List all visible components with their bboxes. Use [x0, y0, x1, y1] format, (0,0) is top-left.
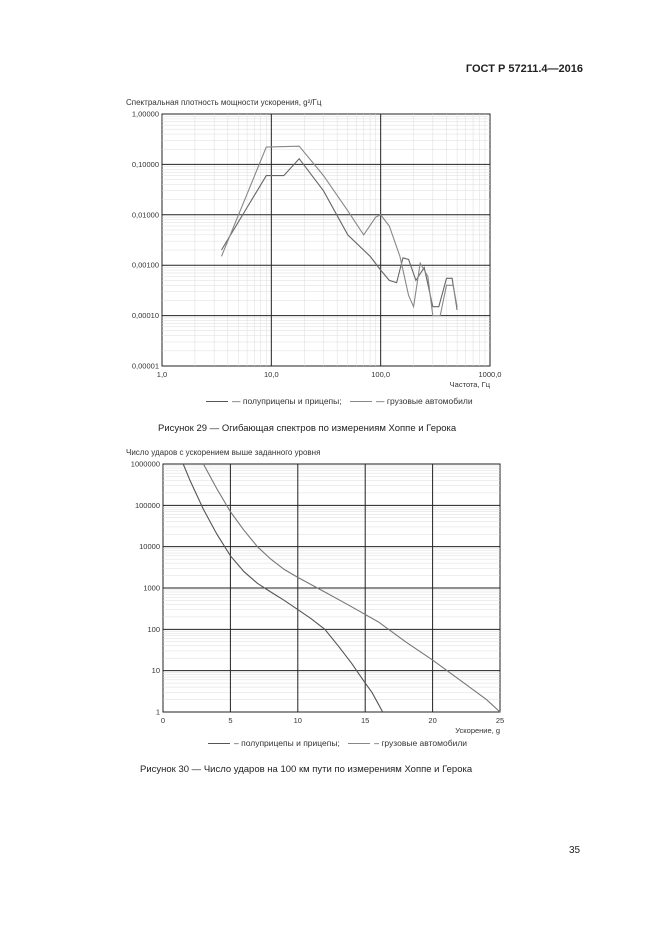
fig29-caption: Рисунок 29 — Огибающая спектров по измерениям Хоппе и Герока	[158, 423, 457, 434]
fig30-legend	[208, 738, 467, 748]
fig29-x-tick-label: 100,0	[371, 370, 391, 379]
fig29-y-tick-label: 0,10000	[131, 159, 159, 169]
fig29-y-tick-label: 0,00100	[131, 260, 159, 270]
fig30-x-tick-label: 25	[495, 716, 505, 725]
fig29-y-tick-label: 0,01000	[131, 210, 159, 220]
fig29-x-tick-label: 10,0	[264, 370, 279, 379]
fig29-y-tick-label: 0,00010	[131, 311, 159, 321]
fig30-y-tick-label: 100	[147, 624, 160, 634]
standard-number: ГОСТ Р 57211.4—2016	[465, 63, 583, 75]
fig30-x-tick-label: 5	[228, 716, 233, 725]
fig29-x-tick-label: 1,0	[156, 370, 168, 379]
fig30-x-axis-label: Ускорение, g	[455, 726, 500, 735]
fig29-y-axis-label: Спектральная плотность мощности ускорения, g²/Гц	[126, 98, 322, 107]
fig30-x-tick-label: 0	[160, 716, 166, 725]
fig30-y-axis-label: Число ударов с ускорением выше заданного уровня	[126, 448, 321, 457]
fig29-legend-trucks: — грузовые автомобили	[376, 396, 473, 406]
fig30-legend-swatch-trucks	[348, 743, 370, 744]
fig29-y-tick-label: 0,00001	[131, 361, 159, 371]
fig30-y-tick-label: 10	[151, 666, 160, 676]
fig29-legend-semitrailers: — полуприцепы и прицепы;	[232, 396, 342, 406]
fig30-legend-swatch-semitrailers	[208, 743, 230, 744]
fig30-y-tick-label: 1	[155, 707, 160, 717]
fig30-x-tick-label: 10	[293, 716, 302, 725]
fig29-x-axis-label: Частота, Гц	[449, 380, 490, 389]
fig30-y-tick-label: 1000	[143, 583, 160, 593]
fig30-y-tick-label: 100000	[134, 500, 160, 510]
fig30-caption: Рисунок 30 — Число ударов на 100 км пути по измерениям Хоппе и Герока	[140, 764, 473, 775]
fig29-x-tick-label: 1000,0	[478, 370, 502, 379]
page-number: 35	[569, 845, 581, 856]
fig30-x-tick-label: 15	[361, 716, 370, 725]
fig30-y-tick-label: 1000000	[130, 459, 160, 469]
fig30-legend-trucks: – грузовые автомобили	[374, 738, 468, 748]
fig30-legend-semitrailers: – полуприцепы и прицепы;	[234, 738, 340, 748]
fig30-y-tick-label: 10000	[139, 542, 160, 552]
fig29-y-tick-label: 1,00000	[131, 109, 159, 119]
fig30-x-tick-label: 20	[428, 716, 437, 725]
